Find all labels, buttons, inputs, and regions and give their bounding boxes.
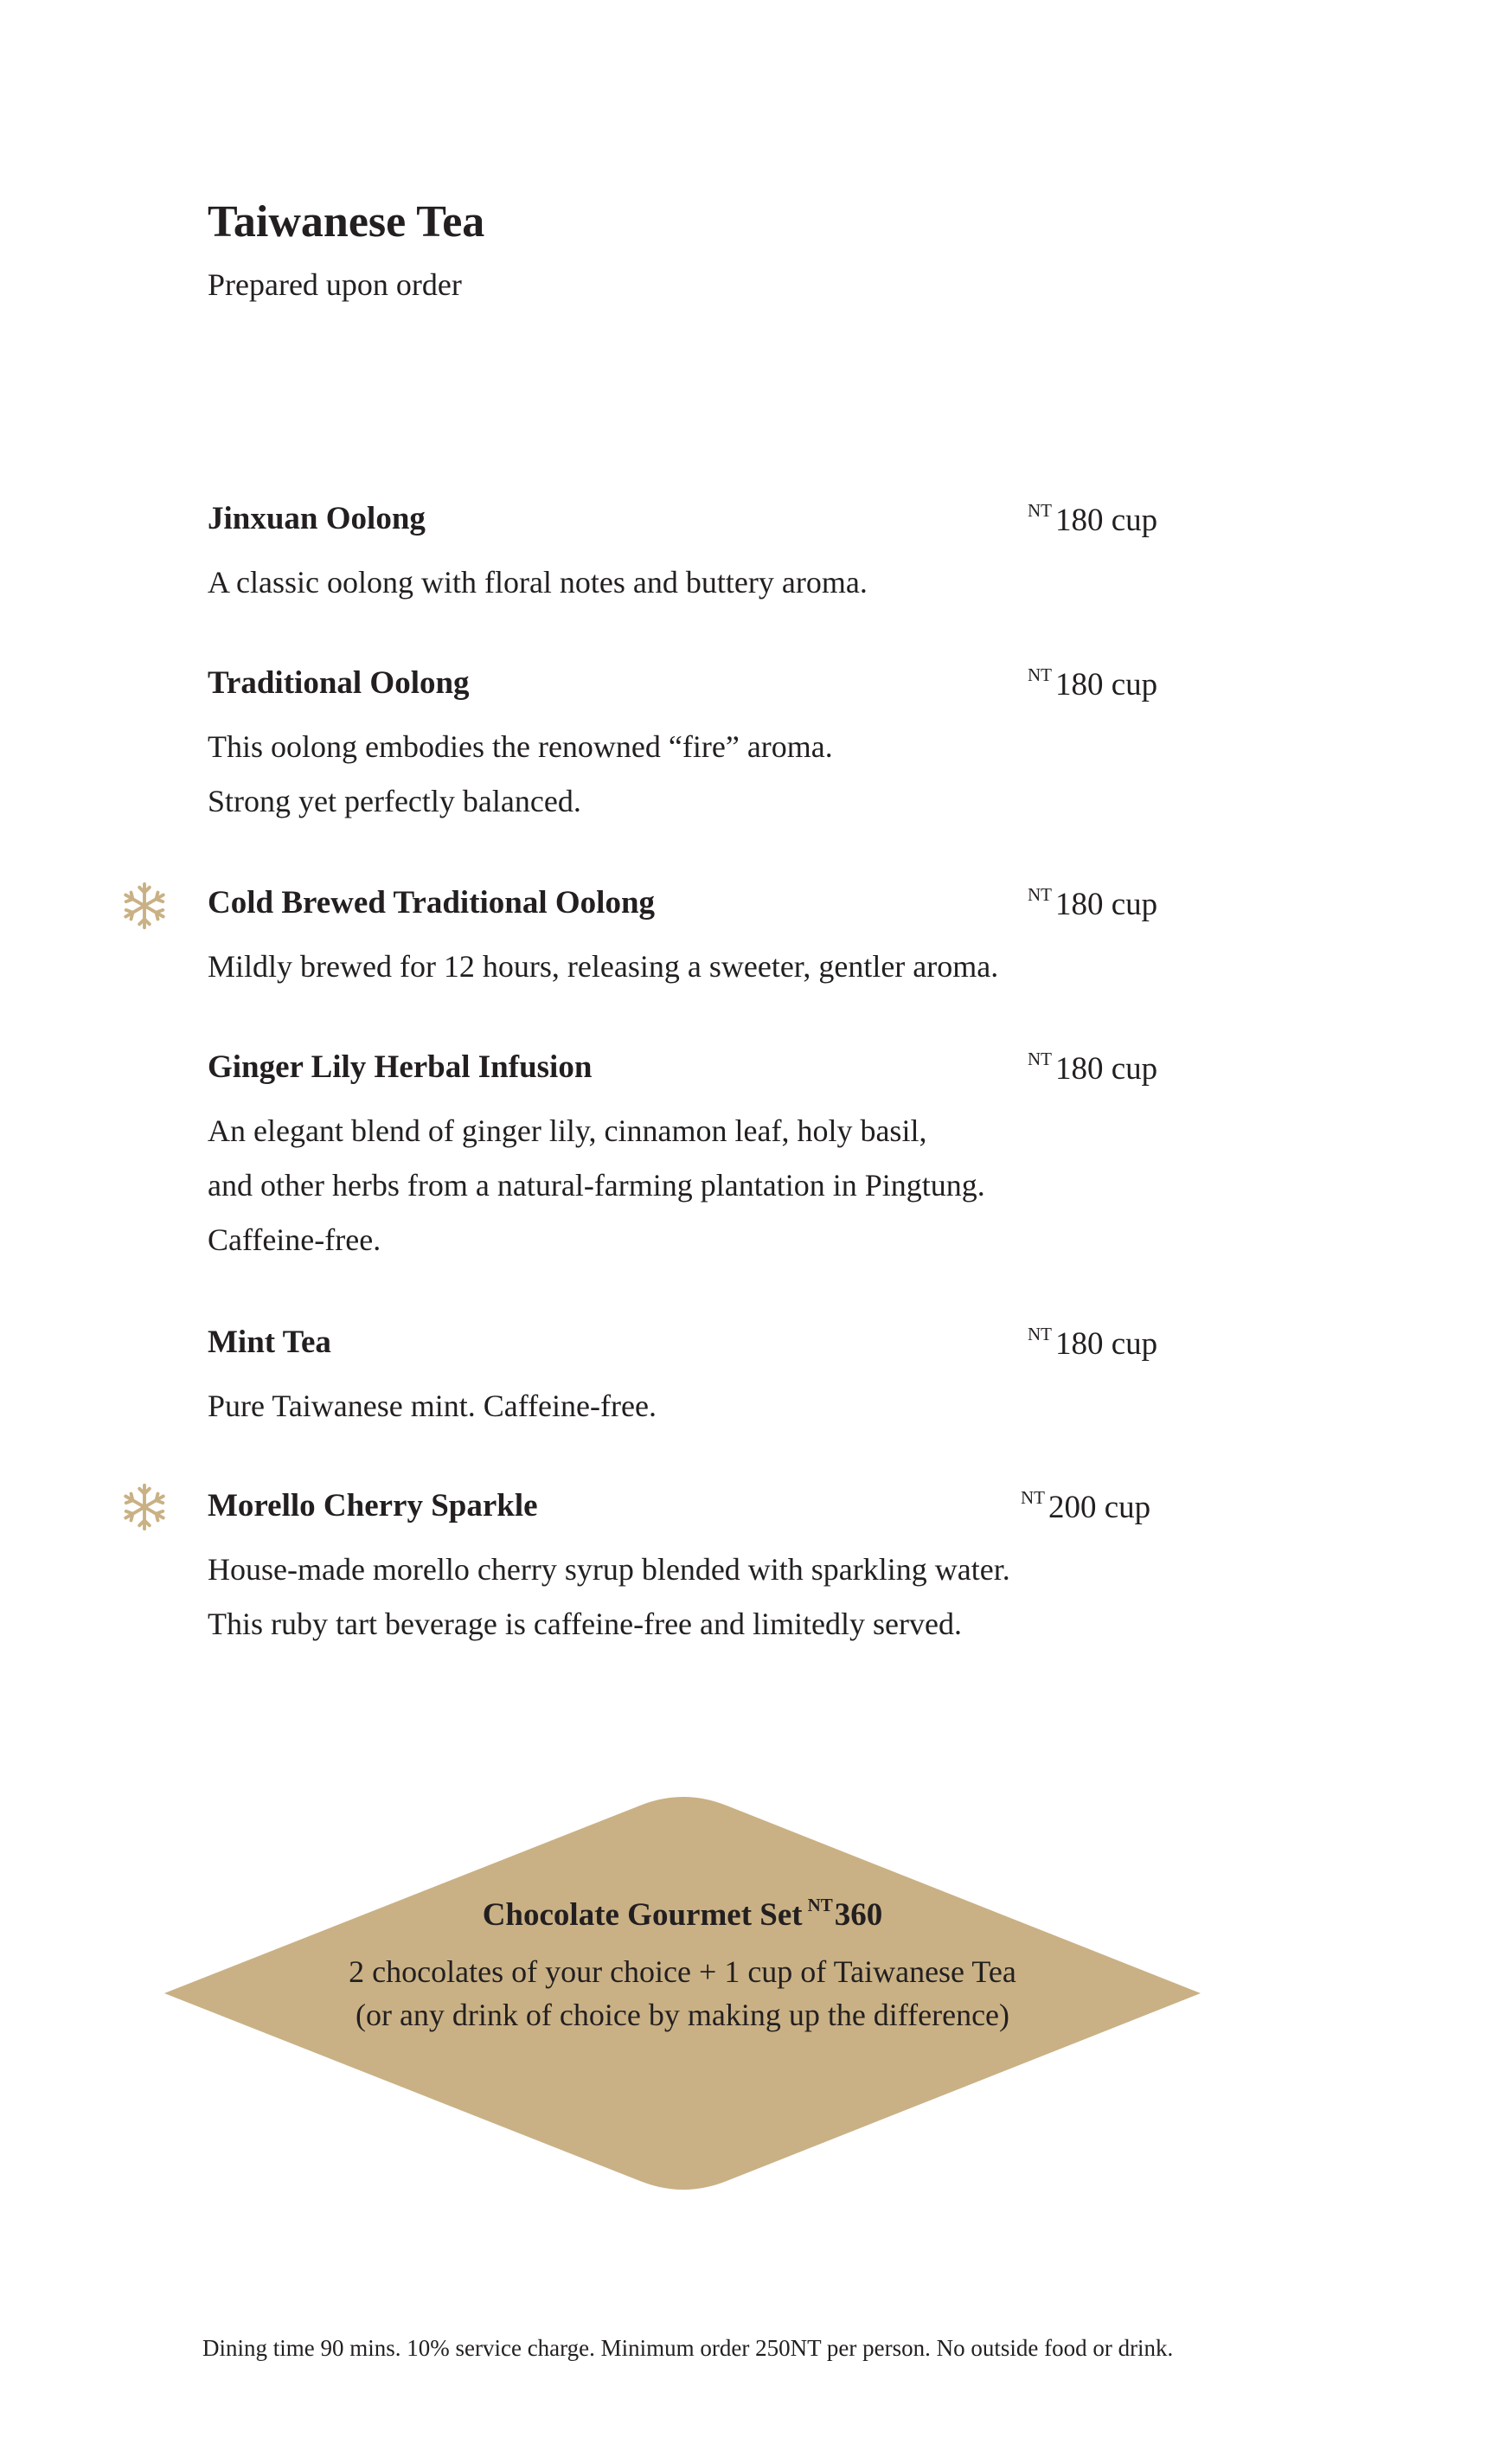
menu-item-price (1028, 500, 1201, 540)
menu-item (208, 500, 1159, 610)
currency-symbol: NT (1028, 664, 1052, 685)
price-value: 180 cup (1055, 1051, 1158, 1087)
menu-item-price (1028, 1324, 1201, 1363)
footer-note: Dining time 90 mins. 10% service charge. Minimum order 250NT per person. No outside food or drink. (202, 2335, 1174, 2361)
page-title: Taiwanese Tea (208, 197, 485, 247)
currency-symbol: NT (1028, 884, 1052, 905)
menu-item-name: Cold Brewed Traditional Oolong (208, 885, 656, 921)
menu-item-description: House-made morello cherry syrup blended with sparkling water. (208, 1552, 1010, 1587)
menu-item-description: A classic oolong with floral notes and buttery aroma. (208, 565, 868, 600)
menu-item-name: Morello Cherry Sparkle (208, 1488, 538, 1523)
menu-item-description: Pure Taiwanese mint. Caffeine-free. (208, 1389, 657, 1423)
price-value: 180 cup (1055, 887, 1158, 922)
menu-item (208, 1487, 1159, 1652)
menu-item-price (1028, 664, 1201, 704)
menu-item-description: This oolong embodies the renowned “fire” aroma. (208, 729, 833, 764)
page-subtitle: Prepared upon order (208, 267, 462, 302)
menu-item (208, 884, 1159, 994)
menu-item-description: An elegant blend of ginger lily, cinnamon leaf, holy basil, (208, 1113, 927, 1148)
menu-item-name: Traditional Oolong (208, 665, 470, 701)
promo-set (156, 1895, 1209, 2037)
price-value: 200 cup (1048, 1490, 1151, 1525)
promo-description: (or any drink of choice by making up the difference) (355, 1998, 1010, 2033)
menu-item-price (1028, 1049, 1201, 1088)
price-value: 180 cup (1055, 1326, 1158, 1362)
promo-title: Chocolate Gourmet Set (482, 1897, 803, 1933)
menu-item-description: and other herbs from a natural-farming plantation in Pingtung. (208, 1168, 985, 1203)
menu-item-price (1021, 1487, 1194, 1527)
menu-item-name: Mint Tea (208, 1325, 331, 1360)
promo-price: 360 (834, 1897, 883, 1933)
menu-item-price (1028, 884, 1201, 924)
menu-item-name: Jinxuan Oolong (208, 501, 426, 536)
currency-symbol: NT (1028, 1324, 1052, 1344)
currency-symbol: NT (1028, 1049, 1052, 1069)
menu-item-description: Caffeine-free. (208, 1222, 381, 1257)
menu-item (208, 1049, 1159, 1267)
currency-symbol: NT (1021, 1487, 1045, 1508)
promo-title-line (156, 1895, 1209, 1934)
snowflake-icon (119, 881, 170, 931)
promo-description: 2 chocolates of your choice + 1 cup of Taiwanese Tea (349, 1954, 1016, 1990)
menu-item-description: This ruby tart beverage is caffeine-free and limitedly served. (208, 1607, 962, 1641)
currency-symbol: NT (1028, 500, 1052, 521)
price-value: 180 cup (1055, 503, 1158, 538)
price-value: 180 cup (1055, 667, 1158, 702)
currency-symbol: NT (807, 1895, 833, 1915)
menu-item (208, 664, 1159, 829)
menu-item-name: Ginger Lily Herbal Infusion (208, 1049, 593, 1085)
snowflake-icon (119, 1482, 170, 1532)
menu-item-description: Strong yet perfectly balanced. (208, 784, 581, 818)
menu-item-description: Mildly brewed for 12 hours, releasing a sweeter, gentler aroma. (208, 949, 999, 984)
menu-item (208, 1324, 1159, 1434)
